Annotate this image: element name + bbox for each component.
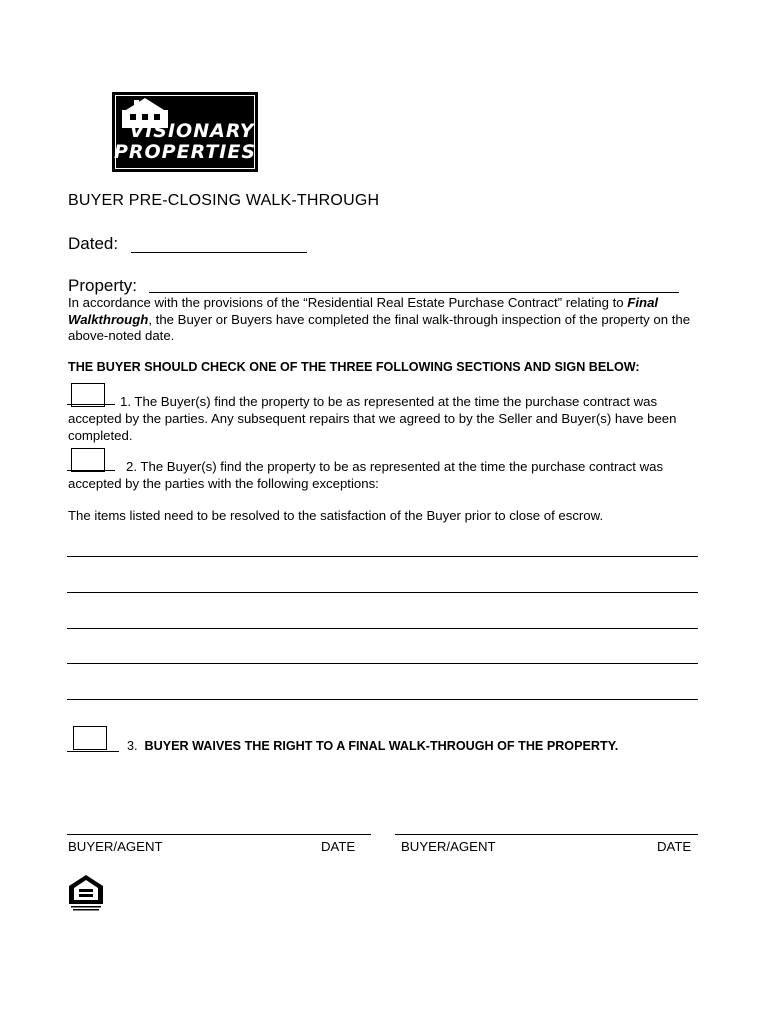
logo-line-2: PROPERTIES	[113, 141, 257, 163]
date-label-2: DATE	[657, 839, 692, 854]
equal-housing-opportunity-icon	[68, 874, 104, 912]
dated-label: Dated:	[68, 234, 119, 253]
dated-field[interactable]	[131, 252, 307, 253]
intro-text-1: In accordance with the provisions of the “Residential Real Estate Purchase Contract” relating to	[68, 295, 628, 310]
signature-line-2[interactable]	[395, 834, 698, 835]
document-title: BUYER PRE-CLOSING WALK-THROUGH	[68, 192, 380, 209]
option-3-checkbox[interactable]	[73, 726, 107, 750]
buyer-agent-label-2: BUYER/AGENT	[401, 839, 496, 854]
exception-line-5[interactable]	[67, 699, 698, 700]
logo-line-1: VISIONARY	[129, 120, 255, 142]
option-3-text	[127, 739, 618, 753]
exception-line-1[interactable]	[67, 556, 698, 557]
option-2-text: 2. The Buyer(s) find the property to be as represented at the time the purchase contract was accepted by the parties with the following exceptions:	[68, 459, 664, 491]
date-label-1: DATE	[321, 839, 356, 854]
exception-line-3[interactable]	[67, 628, 698, 629]
signature-line-1[interactable]	[67, 834, 371, 835]
property-label: Property:	[68, 276, 137, 295]
company-logo	[112, 92, 258, 172]
option-3-label: BUYER WAIVES THE RIGHT TO A FINAL WALK-THROUGH OF THE PROPERTY.	[144, 739, 619, 753]
intro-paragraph	[68, 295, 708, 345]
property-field[interactable]	[149, 292, 679, 293]
buyer-agent-label-1: BUYER/AGENT	[68, 839, 163, 854]
intro-text-2: , the Buyer or Buyers have completed the final walk-through inspection of the property on the above-noted date.	[68, 311, 691, 343]
option-3-blank	[67, 751, 119, 752]
instruction-heading: THE BUYER SHOULD CHECK ONE OF THE THREE FOLLOWING SECTIONS AND SIGN BELOW:	[68, 360, 640, 374]
intro-emphasis: Final Walkthrough	[68, 295, 659, 327]
option-3-number: 3.	[127, 739, 138, 753]
items-note: The items listed need to be resolved to the satisfaction of the Buyer prior to close of escrow.	[68, 508, 604, 523]
exception-line-4[interactable]	[67, 663, 698, 664]
exception-line-2[interactable]	[67, 592, 698, 593]
option-1-text: 1. The Buyer(s) find the property to be as represented at the time the purchase contract was accepted by the parties. Any subsequent repairs that we agreed to by the Seller and Buyer(s) have been completed.	[68, 394, 677, 443]
